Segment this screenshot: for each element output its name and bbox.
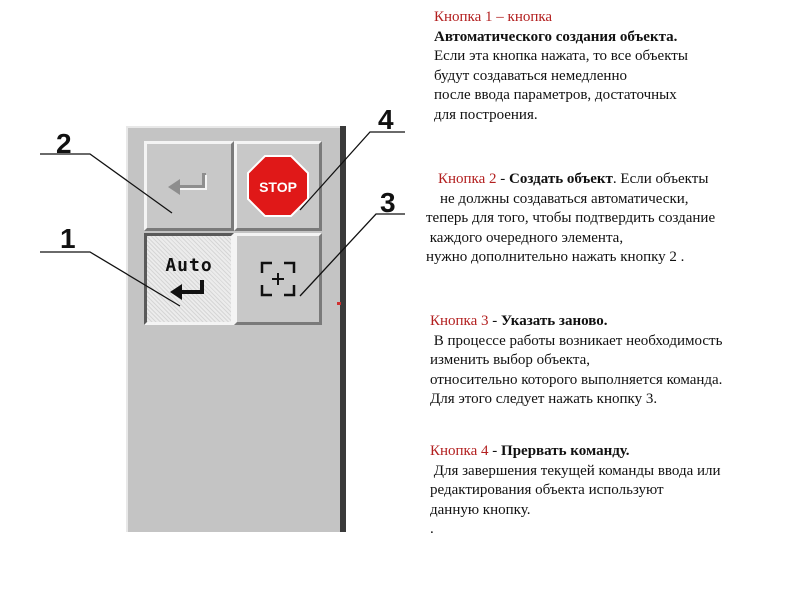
description-button-4 xyxy=(430,442,721,540)
description-separator: - xyxy=(488,313,502,329)
description-name: Автоматического создания объекта. xyxy=(434,28,678,45)
description-separator: - xyxy=(488,443,502,459)
description-name: Создать объект xyxy=(509,171,613,187)
description-separator: - xyxy=(496,171,510,187)
description-line: изменить выбор объекта, xyxy=(430,352,591,368)
description-line: после ввода параметров, достаточных xyxy=(434,87,677,103)
description-line: Для завершения текущей команды ввода или xyxy=(430,462,721,479)
auto-label: Auto xyxy=(165,254,213,276)
description-line: для построения. xyxy=(434,106,538,123)
description-line: Для этого следует нажать кнопку 3. xyxy=(430,391,658,407)
description-line: будут создаваться немедленно xyxy=(434,67,627,84)
description-line: не должны создаваться автоматически, xyxy=(440,190,689,207)
description-line: относительно которого выполняется команда. xyxy=(430,371,723,388)
description-title: Кнопка 4 xyxy=(430,443,489,459)
description-title: Кнопка 1 – кнопка xyxy=(434,9,553,25)
callout-number-4: 4 xyxy=(378,104,394,135)
description-title: Кнопка 2 xyxy=(438,171,497,187)
leader-line-1 xyxy=(40,252,180,306)
description-line: Если эта кнопка нажата, то все объекты xyxy=(434,48,688,64)
description-line: каждого очередного элемента, xyxy=(426,229,624,246)
description-line: . xyxy=(430,521,434,537)
callout-number-2: 2 xyxy=(56,128,72,159)
description-line: нужно дополнительно нажать кнопку 2 . xyxy=(426,249,685,265)
stop-label: STOP xyxy=(259,179,297,195)
description-text: . Если объекты xyxy=(612,171,709,187)
description-line: теперь для того, чтобы подтвердить создание xyxy=(426,210,716,226)
description-button-1 xyxy=(434,8,688,125)
description-name: Указать заново. xyxy=(501,313,608,329)
callout-number-3: 3 xyxy=(380,187,396,218)
callout-number-1: 1 xyxy=(60,223,76,254)
leader-line-2 xyxy=(40,154,172,213)
description-line: редактирования объекта используют xyxy=(430,482,664,498)
description-line: В процессе работы возникает необходимость xyxy=(430,332,723,349)
description-line: данную кнопку. xyxy=(430,501,531,518)
description-button-2 xyxy=(426,170,715,268)
description-title: Кнопка 3 xyxy=(430,313,489,329)
leader-line-3 xyxy=(300,214,405,296)
description-button-3 xyxy=(430,312,722,410)
description-name: Прервать команду. xyxy=(501,443,630,459)
